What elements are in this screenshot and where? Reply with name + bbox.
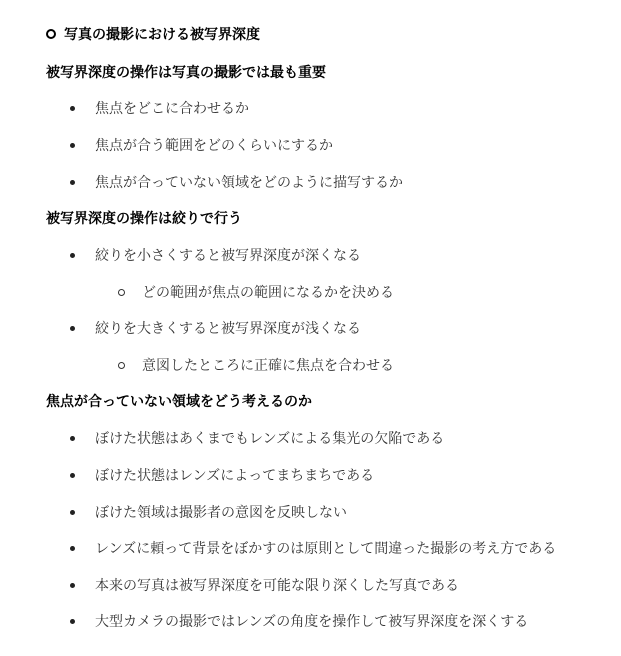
list-item: [70, 538, 556, 558]
section-heading: 焦点が合っていない領域をどう考えるのか: [46, 394, 312, 410]
circle-bullet-icon: [46, 29, 56, 39]
list-item-text: レンズに頼って背景をぼかすのは原則として間違った撮影の考え方である: [95, 541, 557, 557]
list-item-text: 本来の写真は被写界深度を可能な限り深くした写真である: [95, 578, 459, 594]
list-item: [70, 245, 361, 265]
list-item-text: ぼけた状態はレンズによってまちまちである: [95, 468, 375, 484]
bullet-icon: [70, 583, 75, 588]
list-item: [70, 428, 444, 448]
bullet-icon: [70, 436, 75, 441]
list-item: [70, 575, 459, 595]
bullet-icon: [70, 473, 75, 478]
list-item: [70, 611, 528, 631]
list-item-text: 焦点が合う範囲をどのくらいにするか: [95, 138, 333, 154]
section-heading: 被写界深度の操作は絞りで行う: [46, 211, 242, 227]
list-item-text: 大型カメラの撮影ではレンズの角度を操作して被写界深度を深くする: [95, 614, 529, 630]
list-item: [70, 502, 347, 522]
bullet-icon: [70, 106, 75, 111]
bullet-icon: [70, 326, 75, 331]
list-item: [70, 172, 403, 192]
list-item-text: ぼけた領域は撮影者の意図を反映しない: [95, 505, 347, 521]
sub-list-item-text: 意図したところに正確に焦点を合わせる: [142, 358, 394, 374]
section-heading: 被写界深度の操作は写真の撮影では最も重要: [46, 65, 326, 81]
list-item: [70, 135, 333, 155]
hollow-bullet-icon: [118, 289, 125, 296]
list-item: [70, 318, 361, 338]
bullet-icon: [70, 510, 75, 515]
document-title-text: 写真の撮影における被写界深度: [64, 27, 260, 43]
document-title: [46, 24, 260, 44]
bullet-icon: [70, 619, 75, 624]
list-item-text: 焦点が合っていない領域をどのように描写するか: [95, 175, 403, 191]
sub-list-item: [118, 355, 394, 375]
list-item-text: 焦点をどこに合わせるか: [95, 101, 249, 117]
bullet-icon: [70, 253, 75, 258]
bullet-icon: [70, 143, 75, 148]
list-item-text: 絞りを大きくすると被写界深度が浅くなる: [95, 321, 361, 337]
list-item: [70, 98, 249, 118]
hollow-bullet-icon: [118, 362, 125, 369]
list-item-text: ぼけた状態はあくまでもレンズによる集光の欠陥である: [95, 431, 445, 447]
list-item-text: 絞りを小さくすると被写界深度が深くなる: [95, 248, 361, 264]
bullet-icon: [70, 180, 75, 185]
bullet-icon: [70, 546, 75, 551]
sub-list-item-text: どの範囲が焦点の範囲になるかを決める: [142, 285, 394, 301]
sub-list-item: [118, 282, 394, 302]
list-item: [70, 465, 374, 485]
